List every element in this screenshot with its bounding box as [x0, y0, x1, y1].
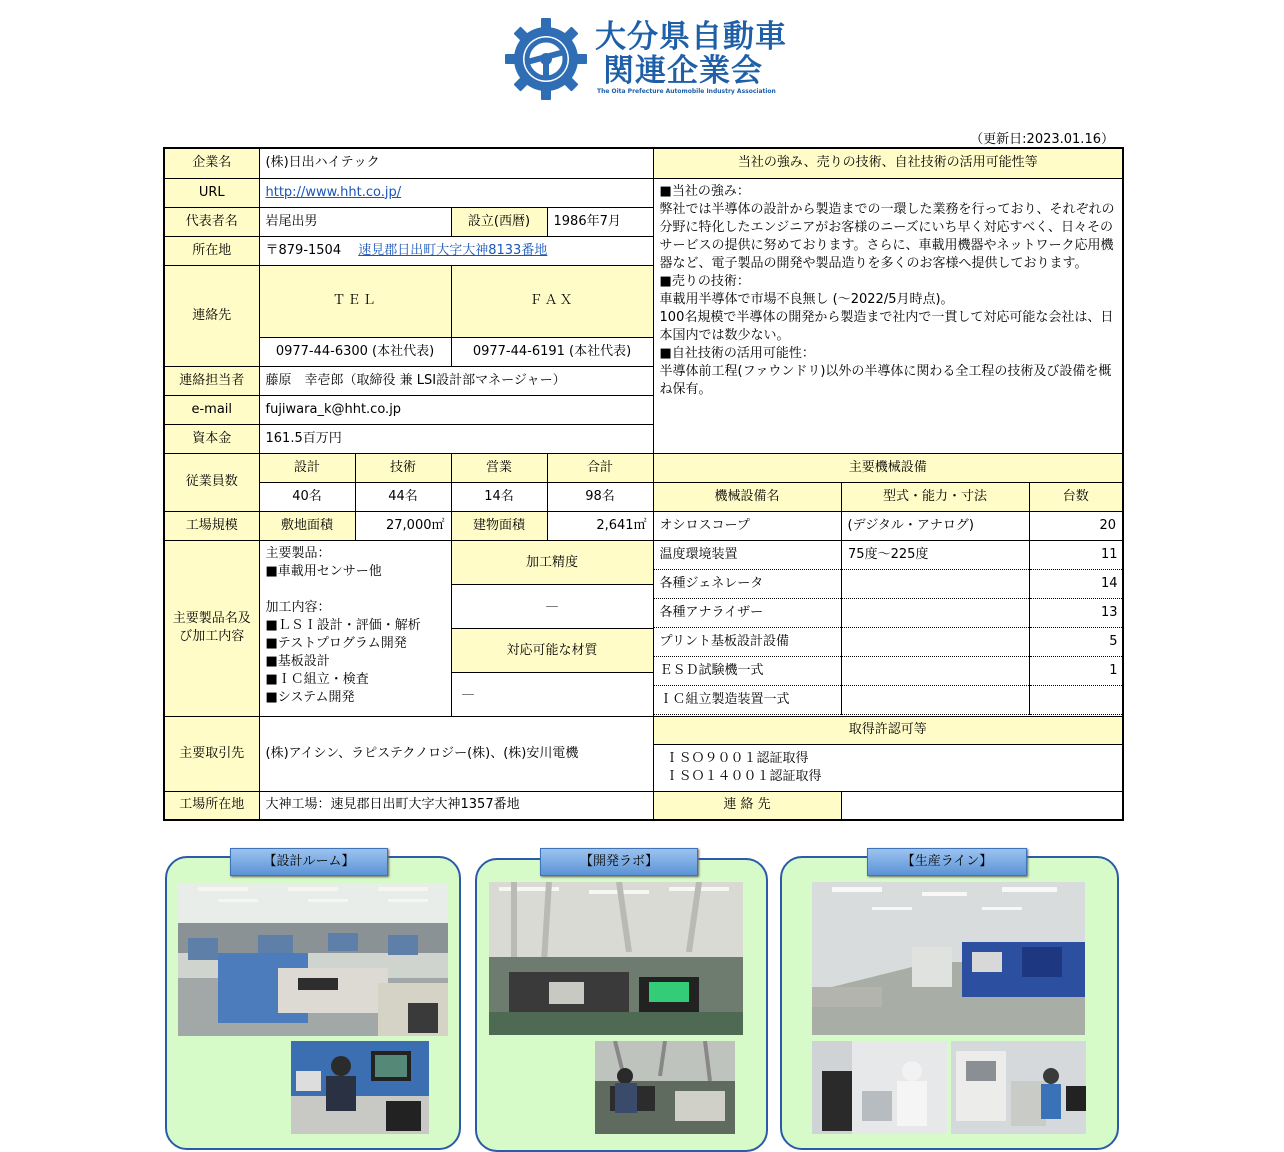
- precision-value: —: [452, 585, 653, 629]
- equipment-count: 13: [1030, 598, 1124, 627]
- zip-code: 〒879-1504: [265, 242, 342, 258]
- emp-tech: 44名: [355, 482, 451, 511]
- equipment-count: 20: [1029, 511, 1123, 540]
- capital-value: 161.5百万円: [259, 424, 653, 453]
- emp-header-tech: 技術: [355, 453, 451, 482]
- equipment-name: プリント基板設計設備: [654, 627, 842, 656]
- factory-location-label: 工場所在地: [164, 791, 259, 820]
- design-room-photo-office: [178, 883, 448, 1036]
- equipment-name: 各種ジェネレータ: [654, 569, 842, 598]
- strength-line: 車載用半導体で市場不良無し (～2022/5月時点)。: [659, 291, 954, 307]
- emp-header-total: 合計: [547, 453, 653, 482]
- company-url-link[interactable]: http://www.hht.co.jp/: [265, 184, 402, 200]
- equipment-row: [654, 569, 1124, 598]
- products-line: ■テストプログラム開発: [265, 635, 407, 651]
- employees-label: 従業員数: [164, 453, 259, 511]
- equipment-name: 温度環境装置: [654, 541, 842, 570]
- products-line: ■ＩＣ組立・検査: [265, 671, 369, 687]
- products-label: 主要製品名及び加工内容: [164, 540, 259, 716]
- material-label: 対応可能な材質: [452, 629, 653, 673]
- building-area-label: 建物面積: [451, 511, 547, 540]
- gear-wheel-icon: [505, 18, 587, 100]
- emp-design: 40名: [259, 482, 355, 511]
- equipment-spec: (デジタル・アナログ): [841, 511, 1029, 540]
- production-line-photo-floor: [812, 882, 1085, 1035]
- certs-body: [653, 744, 1123, 791]
- clients-label: 主要取引先: [164, 716, 259, 791]
- equipment-list: [653, 540, 1123, 716]
- equipment-spec: [842, 685, 1030, 714]
- emp-sales: 14名: [451, 482, 547, 511]
- equipment-row: [654, 598, 1124, 627]
- fax-label: ＦＡＸ: [451, 265, 653, 337]
- strength-line: 弊社では半導体の設計から製造までの一環した業務を行っており、それぞれの分野に特化したエンジニアがお客様のニーズにいち早く対応すべく、日々そのサービスの提供に努めております。さらに、車載用機器やネットワーク応用機器など、電子製品の開発や製品造りを多くのお客様へ提供しております。: [659, 201, 1115, 271]
- products-line: ■車載用センサー他: [265, 563, 382, 579]
- equipment-name: オシロスコープ: [653, 511, 841, 540]
- products-line: ■基板設計: [265, 653, 330, 669]
- rep-name: 岩尾出男: [259, 207, 451, 236]
- capital-label: 資本金: [164, 424, 259, 453]
- dev-lab-photo-room: [489, 882, 743, 1035]
- emp-header-sales: 営業: [451, 453, 547, 482]
- building-area-value: 2,641㎡: [547, 511, 653, 540]
- email-value: fujiwara_k@hht.co.jp: [259, 395, 653, 424]
- material-value: —: [461, 686, 475, 702]
- production-line-photo-machine: [951, 1041, 1086, 1134]
- contact-person: 藤原 幸壱郎（取締役 兼 LSI設計部マネージャー）: [259, 366, 653, 395]
- strength-line: ■当社の強み：: [659, 183, 750, 199]
- products-line: [266, 581, 445, 599]
- equipment-col-count: 台数: [1029, 482, 1123, 511]
- founded-value: 1986年7月: [547, 207, 653, 236]
- design-room-photo-engineer: [291, 1041, 429, 1134]
- strength-header: 当社の強み、売りの技術、自社技術の活用可能性等: [653, 148, 1123, 178]
- cert-line: ＩＳＯ９００１認証取得: [665, 750, 809, 766]
- factory-location: 大神工場：速見郡日出町大字大神1357番地: [259, 791, 653, 820]
- founded-label: 設立(西暦): [451, 207, 547, 236]
- fax-value: 0977-44-6191 (本社代表): [451, 337, 653, 366]
- products-body: [259, 540, 451, 716]
- equipment-row: [654, 541, 1124, 570]
- rep-label: 代表者名: [164, 207, 259, 236]
- emp-total: 98名: [547, 482, 653, 511]
- cert-line: ＩＳＯ１４００１認証取得: [665, 768, 822, 784]
- address-label: 所在地: [164, 236, 259, 265]
- association-logo: [505, 18, 787, 102]
- dev-lab-title: 【開発ラボ】: [540, 848, 698, 876]
- equipment-spec: [842, 656, 1030, 685]
- equipment-row: [654, 627, 1124, 656]
- design-room-title: 【設計ルーム】: [230, 848, 388, 876]
- equipment-col-name: 機械設備名: [653, 482, 841, 511]
- site-area-label: 敷地面積: [259, 511, 355, 540]
- equipment-header: 主要機械設備: [653, 453, 1123, 482]
- person-label: 連絡担当者: [164, 366, 259, 395]
- clients-value: (株)アイシン、ラピステクノロジー(株)、(株)安川電機: [259, 716, 653, 791]
- equipment-name: 各種アナライザー: [654, 598, 842, 627]
- equipment-spec: [842, 598, 1030, 627]
- tel-value: 0977-44-6300 (本社代表): [259, 337, 451, 366]
- logo-line-1: 大分県自動車: [595, 19, 787, 55]
- contact-footer-value: [841, 791, 1123, 820]
- email-label: e-mail: [164, 395, 259, 424]
- production-line-title: 【生産ライン】: [867, 848, 1027, 876]
- logo-line-2: 関連企業会: [603, 53, 763, 89]
- dev-lab-photo-bench: [595, 1041, 735, 1134]
- precision-material-block: [451, 540, 653, 716]
- strength-line: ■売りの技術：: [659, 273, 750, 289]
- tel-label: ＴＥＬ: [259, 265, 451, 337]
- emp-header-design: 設計: [259, 453, 355, 482]
- equipment-col-spec: 型式・能力・寸法: [841, 482, 1029, 511]
- equipment-count: 14: [1030, 569, 1124, 598]
- equipment-count: [1030, 685, 1124, 714]
- equipment-count: 5: [1030, 627, 1124, 656]
- products-line: ■ＬＳＩ設計・評価・解析: [265, 617, 421, 633]
- products-line: ■システム開発: [265, 689, 355, 705]
- strength-body: [653, 178, 1123, 453]
- equipment-count: 1: [1030, 656, 1124, 685]
- equipment-name: ＥＳＤ試験機一式: [654, 656, 842, 685]
- company-name: (株)日出ハイテック: [259, 148, 653, 178]
- strength-line: 半導体前工程(ファウンドリ)以外の半導体に関わる全工程の技術及び設備を概ね保有。: [659, 363, 1112, 397]
- factory-size-label: 工場規模: [164, 511, 259, 540]
- logo-english: The Oita Prefecture Automobile Industry Association: [597, 88, 776, 95]
- equipment-spec: [842, 627, 1030, 656]
- certs-header: 取得許認可等: [653, 716, 1123, 744]
- company-name-label: 企業名: [164, 148, 259, 178]
- strength-line: 100名規模で半導体の開発から製造まで社内で一貫して対応可能な会社は、日本国内では数少ない。: [659, 309, 1114, 343]
- precision-label: 加工精度: [452, 541, 653, 585]
- company-info-table: [163, 147, 1124, 821]
- url-label: URL: [164, 178, 259, 207]
- equipment-spec: [842, 569, 1030, 598]
- contact-label: 連絡先: [164, 265, 259, 366]
- production-line-photo-cleanroom: [812, 1041, 947, 1134]
- equipment-row: [654, 656, 1124, 685]
- strength-line: ■自社技術の活用可能性：: [659, 345, 815, 361]
- equipment-row: [654, 685, 1124, 714]
- equipment-spec: 75度～225度: [842, 541, 1030, 570]
- products-line: 加工内容：: [265, 599, 331, 615]
- contact-footer-label: 連 絡 先: [653, 791, 841, 820]
- equipment-count: 11: [1030, 541, 1124, 570]
- address-link[interactable]: 速見郡日出町大字大神8133番地: [358, 242, 548, 258]
- equipment-name: ＩＣ組立製造装置一式: [654, 685, 842, 714]
- site-area-value: 27,000㎡: [355, 511, 451, 540]
- updated-date: （更新日:2023.01.16）: [970, 132, 1114, 147]
- products-line: 主要製品：: [265, 545, 331, 561]
